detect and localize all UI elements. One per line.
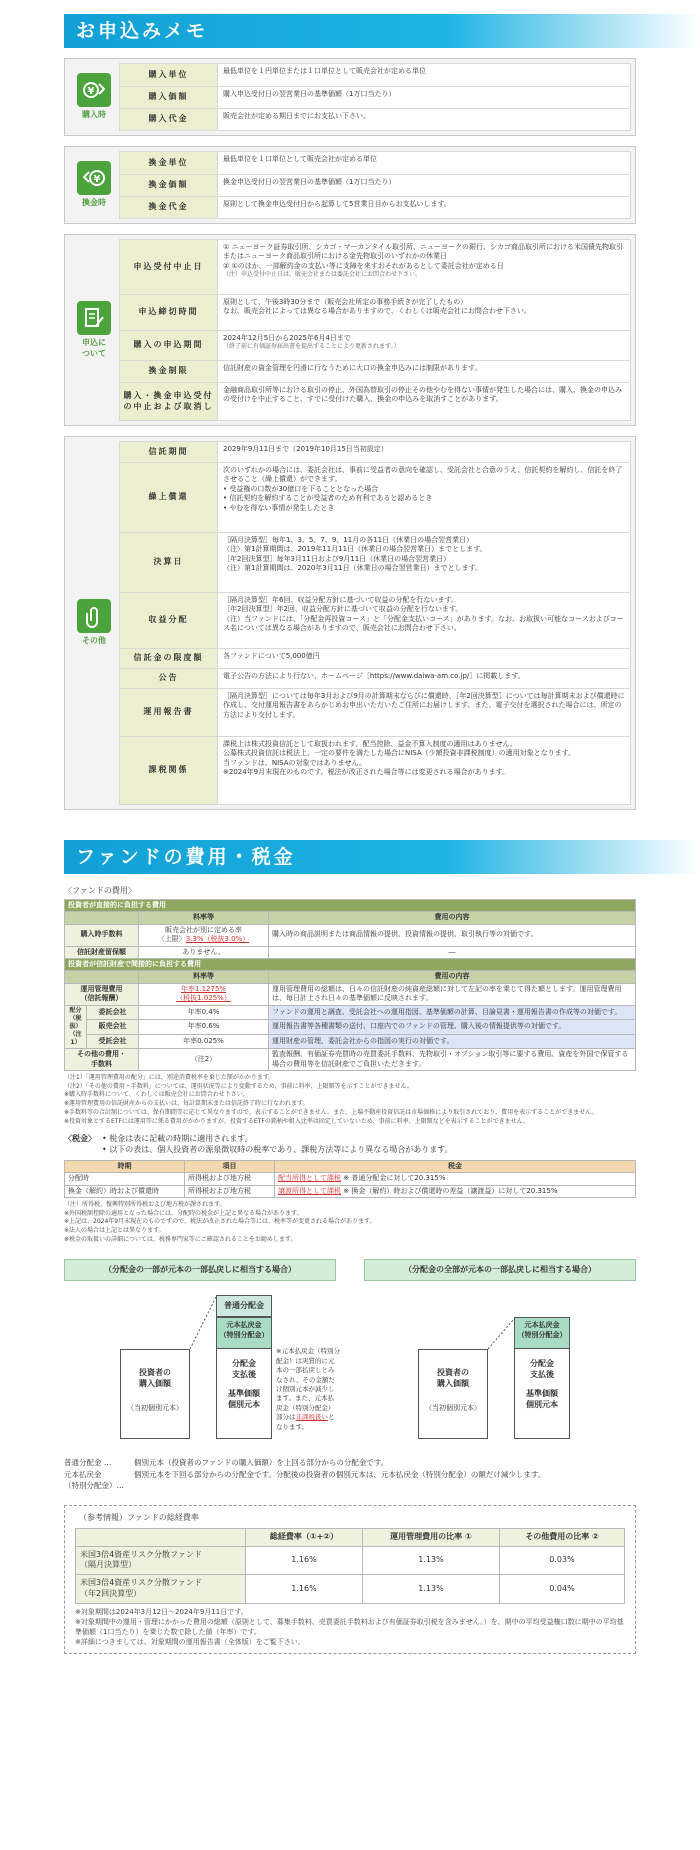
fee-header-desc: 費用の内容 (269, 971, 636, 983)
row-value: ［隔月決算型］年6回、収益分配方針に基づいて収益の分配を行ないます。 ［年2回決算型］年2回、収益分配方針に基づいて収益の分配を行ないます。 （注）当ファンドには、「分配金再投資コース」と「分配金支払いコース」があります。なお、お取扱い可能なコースおよびコース名については異なる場合がありますので、販売会社にお問合わせ下さい。 (223, 596, 624, 633)
document-pen-icon (77, 301, 111, 335)
exchange-row (120, 152, 630, 174)
tax-cell: 換金（解約）時および償還時 (65, 1185, 185, 1197)
after-dist-box (216, 1349, 272, 1439)
purchase-row (120, 64, 630, 86)
row-key: 購入代金 (120, 109, 218, 130)
row-value: 原則として換金申込受付日から起算して5営業日目からお支払いします。 (223, 200, 451, 208)
page (0, 14, 700, 1850)
legend-value: 個別元本を下回る部分からの分配金です。分配後の投資者の個別元本は、元本払戻金（特別分配金）の額だけ減少します。 (134, 1469, 546, 1479)
fee-table (64, 899, 636, 1071)
row-key: 公告 (120, 669, 218, 688)
ordinary-dist-box: 普通分配金 (216, 1295, 272, 1317)
fee-desc: 監査報酬、有価証券売買時の売買委託手数料、先物取引・オプション取引等に要する費用、資産を外国で保管する場合の費用等を信託財産でご負担いただきます。 (269, 1049, 636, 1071)
fee-desc: 運用財産の管理、委託会社からの指図の実行の対価です。 (269, 1034, 636, 1049)
other-row (120, 462, 630, 532)
fee-rate-ex-tax: （税抜1.025%） (176, 994, 231, 1003)
purchase-badge (69, 63, 119, 131)
svg-text:¥: ¥ (87, 86, 95, 98)
ratio-header: 運用管理費用の比率 ① (362, 1528, 499, 1546)
purchase-row (120, 108, 630, 130)
diagram-partial (64, 1259, 340, 1452)
expense-ratio-title: （参考情報）ファンドの総経費率 (75, 1513, 203, 1524)
fees-caption: 〈ファンドの費用〉 (64, 886, 136, 895)
fee-desc: ファンドの運用と調査、受託会社への運用指図、基準価額の計算、目論見書・運用報告書の作成等の対価です。 (269, 1005, 636, 1019)
exchange-section (64, 146, 636, 224)
fee-group-indirect: 投資者が信託財産で間接的に負担する費用 (65, 958, 636, 970)
diagram-heading: （分配金の一部が元本の一部払戻しに相当する場合） (64, 1259, 336, 1282)
row-value: 最低単位を１円単位または１口単位として販売会社が定める単位 (223, 67, 426, 75)
tax-line: • 税金は表に記載の時期に適用されます。 (102, 1134, 253, 1144)
exchange-badge (69, 151, 119, 219)
ratio-header: その他費用の比率 ② (500, 1528, 625, 1546)
expense-ratio-box (64, 1505, 636, 1654)
fee-header-rate: 料率等 (139, 971, 269, 983)
row-key: 繰上償還 (120, 463, 218, 532)
row-value: 最低単位を１口単位として販売会社が定める単位 (223, 155, 377, 163)
fee-rate: 年率0.025% (139, 1034, 269, 1049)
box-sub: 基準価額 個別元本 (526, 1388, 558, 1409)
ratio-row (76, 1575, 625, 1604)
return-note (276, 1347, 340, 1432)
tax-header: 税金 (275, 1160, 636, 1172)
expense-ratio-table (75, 1528, 625, 1604)
diagram-heading: （分配金の全部が元本の一部払戻しに相当する場合） (364, 1259, 636, 1282)
row-value: ［隔月決算型］毎年1、3、5、7、9、11月の各11日（休業日の場合翌営業日） （注）第1計算期間は、2019年11月11日（休業日の場合翌営業日）までとします。 ［年2回決算型］毎年3月11日および9月11日（休業日の場合翌営業日） （注）第1計算期間は、2020年3月11日（休業日の場合翌営業日）までとします。 (223, 536, 487, 573)
note-end: となります。 (276, 1413, 335, 1431)
tax-line: • 以下の表は、個人投資者の源泉徴収時の税率であり、課税方法等により異なる場合があります。 (102, 1145, 453, 1154)
fee-header-desc: 費用の内容 (269, 912, 636, 924)
fee-rate: 販売会社が別に定める率 (165, 925, 242, 934)
row-key: 購入価額 (120, 87, 218, 108)
row-key: 申込締切時間 (120, 295, 218, 330)
ratio-cell: 0.04% (500, 1575, 625, 1604)
tax-notes: （注）所得税、復興特別所得税および地方税が課されます。 ※外国税額控除の適用となった場合には、分配時の税金が上記と異なる場合があります。 ※上記は、2024年9月末現在のものですので、税法が改正された場合等には、税率等が変更される場合があります。 ※法人の場合は上記とは異なります。 ※税金の取扱いの詳細については、税務専門家等にご確認されることをお勧めします。 (64, 1201, 376, 1243)
tax-header: 時期 (65, 1160, 185, 1172)
ratio-header: 総経費率（①+②） (246, 1528, 363, 1546)
row-key: 課税関係 (120, 737, 218, 804)
fee-rate: 年率0.4% (139, 1005, 269, 1019)
apply-row (120, 294, 630, 330)
row-value: 購入申込受付日の翌営業日の基準価額（1万口当たり） (223, 90, 396, 98)
row-value: 原則として、午後3時30分まで（販売会社所定の事務手続きが完了したもの） なお、販売会社によっては異なる場合がありますので、くわしくは販売会社にお問合わせ下さい。 (223, 298, 531, 316)
other-row (120, 668, 630, 688)
row-key: 決算日 (120, 533, 218, 592)
row-key: 信託期間 (120, 442, 218, 462)
row-key: 換金単位 (120, 152, 218, 174)
distribution-diagrams (64, 1259, 636, 1452)
other-row (120, 648, 630, 668)
box-label: 分配金 支払後 (232, 1359, 256, 1380)
row-key: 換金価額 (120, 175, 218, 196)
note-text: ※元本払戻金（特別分配金）は実質的に元本の一部払戻しとみなされ、その金額だけ個別元本が減少します。また、元本払戻金（特別分配金）部分は (276, 1347, 340, 1422)
legend-key: 普通分配金 … (64, 1458, 112, 1468)
fee-rate: 年率1.1275% (180, 984, 227, 993)
ratio-cell: 1.16% (246, 1575, 363, 1604)
ratio-cell: 1.13% (362, 1546, 499, 1575)
ratio-cell: 1.13% (362, 1575, 499, 1604)
row-value: 2024年12月5日から2025年6月4日まで (223, 334, 351, 342)
row-key: 申込受付中止日 (120, 240, 218, 294)
fee-desc: 運用管理費用の総額は、日々の信託財産の純資産総額に対して左記の率を乗じて得た額とします。運用管理費用は、毎日計上され日々の基準価額に反映されます。 (269, 983, 636, 1005)
legend-value: 個別元本（投資者のファンドの購入価額）を上回る部分からの分配金です。 (134, 1458, 389, 1468)
row-note: （注）申込受付中止日は、販売会社または委託会社にお問合わせ下さい。 (223, 271, 422, 279)
other-row (120, 688, 630, 736)
fee-label: その他の費用・ 手数料 (65, 1049, 139, 1071)
purchase-price-box (120, 1349, 190, 1439)
apply-row (120, 330, 630, 360)
ratio-row (76, 1546, 625, 1575)
tax-label: 〈税金〉 (64, 1134, 96, 1144)
distribution-legend (64, 1457, 636, 1491)
legend-key: 元本払戻金 （特別分配金）… (64, 1469, 124, 1490)
fund-name: 米国3倍4資産リスク分散ファンド （隔月決算型） (76, 1546, 246, 1575)
box-sub: （当初個別元本） (425, 1403, 481, 1412)
alloc-label: 配分 （税抜） （注1） (65, 1005, 87, 1048)
tax-row (65, 1173, 636, 1185)
row-key: 換金代金 (120, 197, 218, 218)
row-value: 販売会社が定める期日までにお支払い下さい。 (223, 112, 370, 120)
dashed-guide (190, 1295, 218, 1351)
row-value: ［隔月決算型］については毎年3月および9月の計算期末ならびに償還時、［年2回決算型］については毎計算期末および償還時に作成し、交付運用報告書をあらかじめお申出いただいたご住所にお届けします。また、電子交付を選択された場合には、所定の方法により交付します。 (223, 692, 625, 719)
fund-name: 米国3倍4資産リスク分散ファンド （年2回決算型） (76, 1575, 246, 1604)
memo-banner: お申込みメモ (64, 14, 700, 48)
tax-lead (64, 1134, 636, 1156)
tax-cell: 分配時 (65, 1173, 185, 1185)
tax-table (64, 1160, 636, 1198)
exchange-row (120, 196, 630, 218)
fee-label: 販売会社 (87, 1020, 139, 1034)
return-dist-box: 元本払戻金 （特別分配金） (216, 1317, 272, 1349)
exchange-row (120, 174, 630, 196)
purchase-label: 購入時 (82, 110, 106, 120)
box-sub: 基準価額 個別元本 (228, 1388, 260, 1409)
apply-row (120, 382, 630, 420)
apply-row (120, 360, 630, 382)
yen-return-icon (77, 161, 111, 195)
apply-label: 申込に ついて (82, 337, 106, 358)
box-label: 分配金 支払後 (530, 1359, 554, 1380)
row-key: 収益分配 (120, 593, 218, 648)
box-label: 投資者の 購入価額 (139, 1368, 171, 1389)
svg-text:¥: ¥ (93, 174, 101, 186)
tax-row (65, 1185, 636, 1197)
fee-rate-cap: 3.3%（税抜3.0%） (185, 935, 250, 944)
dashed-guide (488, 1317, 516, 1351)
fee-label: 受託会社 (87, 1034, 139, 1049)
tax-rate: ※ 換金（解約）時および償還時の差益（譲渡益）に対して20.315% (343, 1186, 558, 1195)
box-sub: （当初個別元本） (127, 1403, 183, 1412)
row-key: 購入単位 (120, 64, 218, 86)
fee-desc: 購入時の商品説明または商品情報の提供、投資情報の提供、取引執行等の対価です。 (269, 924, 636, 946)
fee-header-rate: 料率等 (139, 912, 269, 924)
apply-badge (69, 239, 119, 421)
note-red: 非課税扱い (295, 1413, 328, 1422)
row-value: 電子公告の方法により行ない、ホームページ［https://www.daiwa-am.co.jp/］に掲載します。 (223, 672, 525, 680)
tax-type: 譲渡所得として課税 (278, 1186, 341, 1195)
fee-label: 運用管理費用 （信託報酬） (65, 983, 139, 1005)
ratio-cell: 1.16% (246, 1546, 363, 1575)
tax-header: 項目 (185, 1160, 275, 1172)
fee-rate-cap-label: 〈上限〉 (157, 935, 186, 944)
other-row (120, 532, 630, 592)
fees-banner: ファンドの費用・税金 (64, 840, 700, 874)
row-value: 金融商品取引所等における取引の停止、外国為替取引の停止その他やむを得ない事情が発生した場合には、購入、換金の申込みの受付けを中止すること、すでに受付けた購入、換金の申込みを取消すことがあります。 (223, 386, 622, 404)
fee-rate: 年率0.6% (139, 1020, 269, 1034)
tax-cell: 所得税および地方税 (185, 1173, 275, 1185)
ratio-header (76, 1528, 246, 1546)
row-key: 購入・換金申込受付の中止および取消し (120, 383, 218, 420)
fee-notes: （注1）「運用管理費用の配分」には、別途消費税率を乗じた額がかかります。 （注2）「その他の費用・手数料」については、運用状況等により変動するため、事前に料率、上限額等を示すことができません。 ※購入時手数料について、くわしくは販売会社にお問合わせ下さい。 ※運用管理費用の信託財産からの支払いは、毎計算期末または信託終了時に行なわれます。 ※手数料等の合計額については、保有期間等に応じて異なりますので、表示することができません。また、上場不動産投資信託は市場価格により取引されており、費用を表示することができません。 ※投資対象とするETFには運用等に係る費用がかかりますが、投資するETFの銘柄や組入比率は固定していないため、事前に料率、上限額などを表示することができません。 (64, 1074, 598, 1125)
fee-group-direct: 投資者が直接的に負担する費用 (65, 899, 636, 911)
purchase-price-box (418, 1349, 488, 1439)
paperclip-icon (77, 599, 111, 633)
fee-desc: 運用報告書等各種書類の送付、口座内でのファンドの管理、購入後の情報提供等の対価です。 (269, 1020, 636, 1034)
purchase-row (120, 86, 630, 108)
diagram-full (364, 1259, 636, 1452)
fee-rate: ありません。 (139, 946, 269, 958)
apply-section (64, 234, 636, 426)
row-key: 換金制限 (120, 361, 218, 382)
fee-label: 信託財産留保額 (65, 946, 139, 958)
row-value: 換金申込受付日の翌営業日の基準価額（1万口当たり） (223, 178, 396, 186)
purchase-section (64, 58, 636, 136)
fee-label: 購入時手数料 (65, 924, 139, 946)
row-value: 2029年9月11日まで（2019年10月15日当初設定） (223, 445, 388, 453)
return-dist-box: 元本払戻金 （特別分配金） (514, 1317, 570, 1349)
other-badge (69, 441, 119, 805)
box-label: 投資者の 購入価額 (437, 1368, 469, 1389)
row-value: 次のいずれかの場合には、委託会社は、事前に受益者の意向を確認し、受託会社と合意のうえ、信託契約を解約し、信託を終了させること（繰上償還）ができます。 • 受益権の口数が30億口を下ることとなった場合 • 信託契約を解約することが受益者のため有利であると認めるとき • やむを得ない事情が発生したとき (223, 466, 623, 512)
row-note: （終了前に有価証券届出書を提出することにより更新されます。） (223, 343, 400, 351)
yen-bag-icon (77, 73, 111, 107)
row-value: 課税上は株式投資信託として取扱われます。配当控除、益金不算入制度の適用はありません。 公募株式投資信託は税法上、一定の要件を満たした場合にNISA（少額投資非課税制度）の適用対象となります。 当ファンドは、NISAの対象ではありません。 ※2024年9月末現在のものです。税法が改正された場合等には変更される場合があります。 (223, 740, 576, 777)
other-row (120, 442, 630, 462)
row-value: 各ファンドについて5,000億円 (223, 652, 320, 660)
tax-type: 配当所得として課税 (278, 1174, 341, 1183)
tax-cell: 所得税および地方税 (185, 1185, 275, 1197)
other-row (120, 736, 630, 804)
exchange-label: 換金時 (82, 198, 106, 208)
after-dist-box (514, 1349, 570, 1439)
fee-rate: （注2） (139, 1049, 269, 1071)
other-row (120, 592, 630, 648)
other-label: その他 (82, 636, 106, 646)
other-section (64, 436, 636, 810)
apply-row (120, 240, 630, 294)
fee-desc: ― (269, 946, 636, 958)
expense-ratio-notes: ※対象期間は2024年3月12日～2024年9月11日です。 ※対象期間中の運用・管理にかかった費用の総額（原則として、募集手数料、売買委託手数料および有価証券取引税を含みません。）を、期中の平均受益権口数に期中の平均基準価額（1口当たり）を乗じた数で除した値（年率）です。 ※詳細につきましては、対象期間の運用報告書（全体版）をご覧下さい。 (75, 1607, 624, 1647)
tax-rate: ※ 普通分配金に対して20.315% (343, 1174, 446, 1183)
row-value: ① ニューヨーク証券取引所、シカゴ・マーカンタイル取引所、ニューヨークの銀行、シカゴ商品取引所における米国債先物取引またはニューヨーク商品取引所における金先物取引のいずれかの休業日 ② ①のほか、一部解約金の支払い等に支障を来すおそれがあるとして委託会社が定める日 (223, 243, 623, 270)
row-key: 信託金の限度額 (120, 649, 218, 668)
row-value: 信託財産の資金管理を円滑に行なうために大口の換金申込みには制限があります。 (223, 364, 482, 372)
row-key: 運用報告書 (120, 689, 218, 736)
ratio-cell: 0.03% (500, 1546, 625, 1575)
row-key: 購入の申込期間 (120, 331, 218, 360)
fee-label: 委託会社 (87, 1005, 139, 1019)
